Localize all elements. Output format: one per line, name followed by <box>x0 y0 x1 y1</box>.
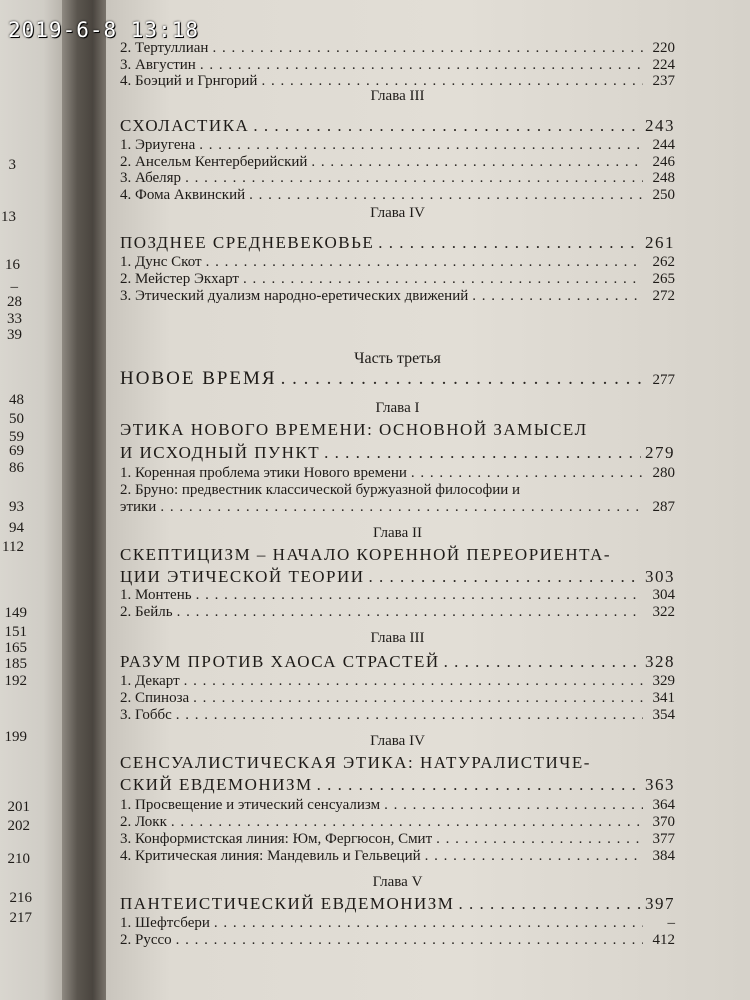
leader-dots <box>243 271 643 288</box>
toc-entry-label: 2. Руссо <box>120 932 172 948</box>
toc-entry <box>120 40 675 57</box>
toc-section <box>120 775 675 794</box>
toc-part-title <box>120 370 675 389</box>
toc-entry-label: 4. Боэций и Грнгорий <box>120 73 258 89</box>
chapter-heading: Глава III <box>370 630 425 646</box>
left-page-number: 50 <box>9 411 24 427</box>
leader-dots <box>212 40 643 57</box>
leader-dots <box>317 775 641 794</box>
toc-entry <box>120 137 675 154</box>
toc-entry <box>120 932 675 949</box>
left-page-number: 33 <box>7 311 22 327</box>
chapter-heading: Глава V <box>372 874 423 890</box>
toc-entry-page: 364 <box>652 797 675 813</box>
book-gutter <box>62 0 106 1000</box>
toc-entry-page: 250 <box>652 187 675 203</box>
toc-entry-page: 354 <box>652 707 675 723</box>
left-page-number: – <box>10 279 18 295</box>
left-page-number: 69 <box>9 443 24 459</box>
toc-section-label: ПАНТЕИСТИЧЕСКИЙ ЕВДЕМОНИЗМ <box>120 894 455 913</box>
toc-entry-label: этики <box>120 499 157 515</box>
leader-dots <box>436 831 643 848</box>
left-page-number: 216 <box>9 890 32 906</box>
toc-entry <box>120 57 675 74</box>
toc-entry-page: 287 <box>652 499 675 515</box>
toc-entry-label: 2. Спиноза <box>120 690 190 706</box>
left-page-number: 86 <box>9 460 24 476</box>
toc-entry <box>120 154 675 171</box>
leader-dots <box>444 652 641 671</box>
leader-dots <box>160 499 643 516</box>
toc-entry <box>120 465 675 482</box>
toc-entry-page: 384 <box>652 848 675 864</box>
toc-entry <box>120 170 675 187</box>
toc-section <box>120 116 675 135</box>
toc-entry-page: 304 <box>652 587 675 603</box>
leader-dots <box>206 254 643 271</box>
toc-entry-label: 1. Дунс Скот <box>120 254 202 270</box>
toc-entry-label: 2. Тертуллиан <box>120 40 209 56</box>
leader-dots <box>214 915 643 932</box>
left-page-number: 217 <box>9 910 32 926</box>
toc-entry-page: 246 <box>652 154 675 170</box>
toc-entry-label: 3. Гоббс <box>120 707 172 723</box>
toc-section-label: НОВОЕ ВРЕМЯ <box>120 368 277 389</box>
toc-entry-page: 220 <box>652 40 675 56</box>
left-page-number: 202 <box>7 818 30 834</box>
toc-section <box>120 443 675 462</box>
toc-entry <box>120 690 675 707</box>
leader-dots <box>253 116 641 135</box>
toc-entry <box>120 604 675 621</box>
leader-dots <box>249 187 643 204</box>
toc-entry-page: 262 <box>652 254 675 270</box>
toc-entry-page: 224 <box>652 57 675 73</box>
leader-dots <box>378 233 641 252</box>
leader-dots <box>369 567 641 586</box>
left-page-number: 201 <box>7 799 30 815</box>
toc-section-label-line: СЕНСУАЛИСТИЧЕСКАЯ ЭТИКА: НАТУРАЛИСТИЧЕ- <box>120 753 591 772</box>
leader-dots <box>458 894 641 913</box>
leader-dots <box>177 604 643 621</box>
leader-dots <box>184 673 643 690</box>
chapter-heading: Глава IV <box>370 205 425 221</box>
toc-entry-page: 329 <box>652 673 675 689</box>
toc-entry-label: 2. Локк <box>120 814 167 830</box>
chapter-heading: Глава IV <box>370 733 425 749</box>
table-of-contents <box>120 0 675 1000</box>
left-page-number: 185 <box>4 656 27 672</box>
toc-section <box>120 567 675 586</box>
leader-dots <box>324 443 641 462</box>
toc-entry-label: 1. Просвещение и этический сенсуализм <box>120 797 381 813</box>
left-page-number: 149 <box>4 605 27 621</box>
toc-section-label: СКИЙ ЕВДЕМОНИЗМ <box>120 775 313 794</box>
left-page-number: 3 <box>8 157 16 173</box>
chapter-heading: Глава II <box>373 525 422 541</box>
leader-dots <box>425 848 643 865</box>
left-page-number: 39 <box>7 327 22 343</box>
leader-dots <box>384 797 643 814</box>
toc-entry-label: 3. Конформистская линия: Юм, Фергюсон, Смит <box>120 831 433 847</box>
leader-dots <box>171 814 643 831</box>
toc-entry-label: 1. Эриугена <box>120 137 196 153</box>
toc-entry-page: 370 <box>652 814 675 830</box>
toc-entry-label: 3. Августин <box>120 57 196 73</box>
toc-section-label: ЦИИ ЭТИЧЕСКОЙ ТЕОРИИ <box>120 567 365 586</box>
toc-entry-label: 1. Декарт <box>120 673 180 689</box>
toc-entry-page: – <box>667 915 675 931</box>
toc-entry <box>120 499 675 516</box>
toc-entry <box>120 707 675 724</box>
toc-entry <box>120 673 675 690</box>
toc-entry-page: 272 <box>652 288 675 304</box>
leader-dots <box>196 587 643 604</box>
toc-entry-page: 412 <box>652 932 675 948</box>
toc-entry-label: 3. Этический дуализм народно-еретических движений <box>120 288 469 304</box>
toc-entry-page: 248 <box>652 170 675 186</box>
toc-entry <box>120 814 675 831</box>
toc-entry-page: 279 <box>645 443 675 462</box>
toc-entry <box>120 915 675 932</box>
toc-entry-page: 341 <box>652 690 675 706</box>
toc-entry <box>120 797 675 814</box>
toc-entry-page: 322 <box>652 604 675 620</box>
toc-entry-page: 277 <box>652 372 675 388</box>
toc-entry <box>120 288 675 305</box>
toc-section <box>120 652 675 671</box>
left-page-number: 192 <box>4 673 27 689</box>
left-page <box>0 0 62 1000</box>
leader-dots <box>200 57 643 74</box>
left-page-number: 16 <box>5 257 20 273</box>
toc-entry-page: 280 <box>652 465 675 481</box>
leader-dots <box>176 932 643 949</box>
toc-section-label: СХОЛАСТИКА <box>120 116 250 135</box>
toc-entry-label: 1. Коренная проблема этики Нового времени <box>120 465 407 481</box>
toc-entry-label: 2. Бейль <box>120 604 173 620</box>
leader-dots <box>199 137 643 154</box>
leader-dots <box>185 170 643 187</box>
leader-dots <box>193 690 643 707</box>
left-page-number: 165 <box>4 640 27 656</box>
leader-dots <box>281 370 643 387</box>
toc-section-label: И ИСХОДНЫЙ ПУНКТ <box>120 443 321 462</box>
left-page-number: 93 <box>9 499 24 515</box>
left-page-number: 28 <box>7 294 22 310</box>
toc-entry <box>120 831 675 848</box>
toc-section <box>120 233 675 252</box>
left-page-number: 94 <box>9 520 24 536</box>
chapter-heading: Глава I <box>375 400 420 416</box>
toc-section-label-line: СКЕПТИЦИЗМ – НАЧАЛО КОРЕННОЙ ПЕРЕОРИЕНТА- <box>120 545 612 564</box>
left-page-numbers <box>0 0 60 1000</box>
toc-entry <box>120 254 675 271</box>
left-page-number: 112 <box>2 539 24 555</box>
timestamp-watermark: 2019-6-8 13:18 <box>8 18 200 42</box>
toc-section-label: ПОЗДНЕЕ СРЕДНЕВЕКОВЬЕ <box>120 233 375 252</box>
toc-entry-page: 303 <box>645 567 675 586</box>
toc-entry-label: 4. Критическая линия: Мандевиль и Гельвеций <box>120 848 421 864</box>
toc-section-label-line: ЭТИКА НОВОГО ВРЕМЕНИ: ОСНОВНОЙ ЗАМЫСЕЛ <box>120 420 588 439</box>
toc-entry-label: 2. Мейстер Экхарт <box>120 271 239 287</box>
toc-entry-label: 2. Ансельм Кентерберийский <box>120 154 308 170</box>
toc-entry <box>120 587 675 604</box>
toc-entry-label: 1. Монтень <box>120 587 192 603</box>
toc-entry-page: 397 <box>645 894 675 913</box>
left-page-number: 210 <box>7 851 30 867</box>
toc-entry-page: 265 <box>652 271 675 287</box>
toc-entry <box>120 848 675 865</box>
toc-section <box>120 894 675 913</box>
toc-entry-label: 4. Фома Аквинский <box>120 187 246 203</box>
toc-entry-page: 363 <box>645 775 675 794</box>
leader-dots <box>311 154 643 171</box>
toc-entry-page: 377 <box>652 831 675 847</box>
toc-entry-page: 243 <box>645 116 675 135</box>
toc-section-label: РАЗУМ ПРОТИВ ХАОСА СТРАСТЕЙ <box>120 652 440 671</box>
left-page-number: 199 <box>4 729 27 745</box>
toc-entry-label: 3. Абеляр <box>120 170 182 186</box>
toc-entry-page: 261 <box>645 233 675 252</box>
toc-entry-page: 328 <box>645 652 675 671</box>
leader-dots <box>472 288 643 305</box>
toc-entry-page: 244 <box>652 137 675 153</box>
toc-entry-page: 237 <box>652 73 675 89</box>
left-page-number: 59 <box>9 429 24 445</box>
leader-dots <box>411 465 643 482</box>
toc-entry <box>120 187 675 204</box>
left-page-number: 48 <box>9 392 24 408</box>
toc-entry-label: 1. Шефтсбери <box>120 915 210 931</box>
left-page-number: 13 <box>1 209 16 225</box>
leader-dots <box>176 707 643 724</box>
chapter-heading: Глава III <box>370 88 425 104</box>
toc-entry <box>120 271 675 288</box>
toc-entry-label-line: 2. Бруно: предвестник классической буржуазной философии и <box>120 482 521 498</box>
part-heading: Часть третья <box>354 350 441 367</box>
left-page-number: 151 <box>4 624 27 640</box>
